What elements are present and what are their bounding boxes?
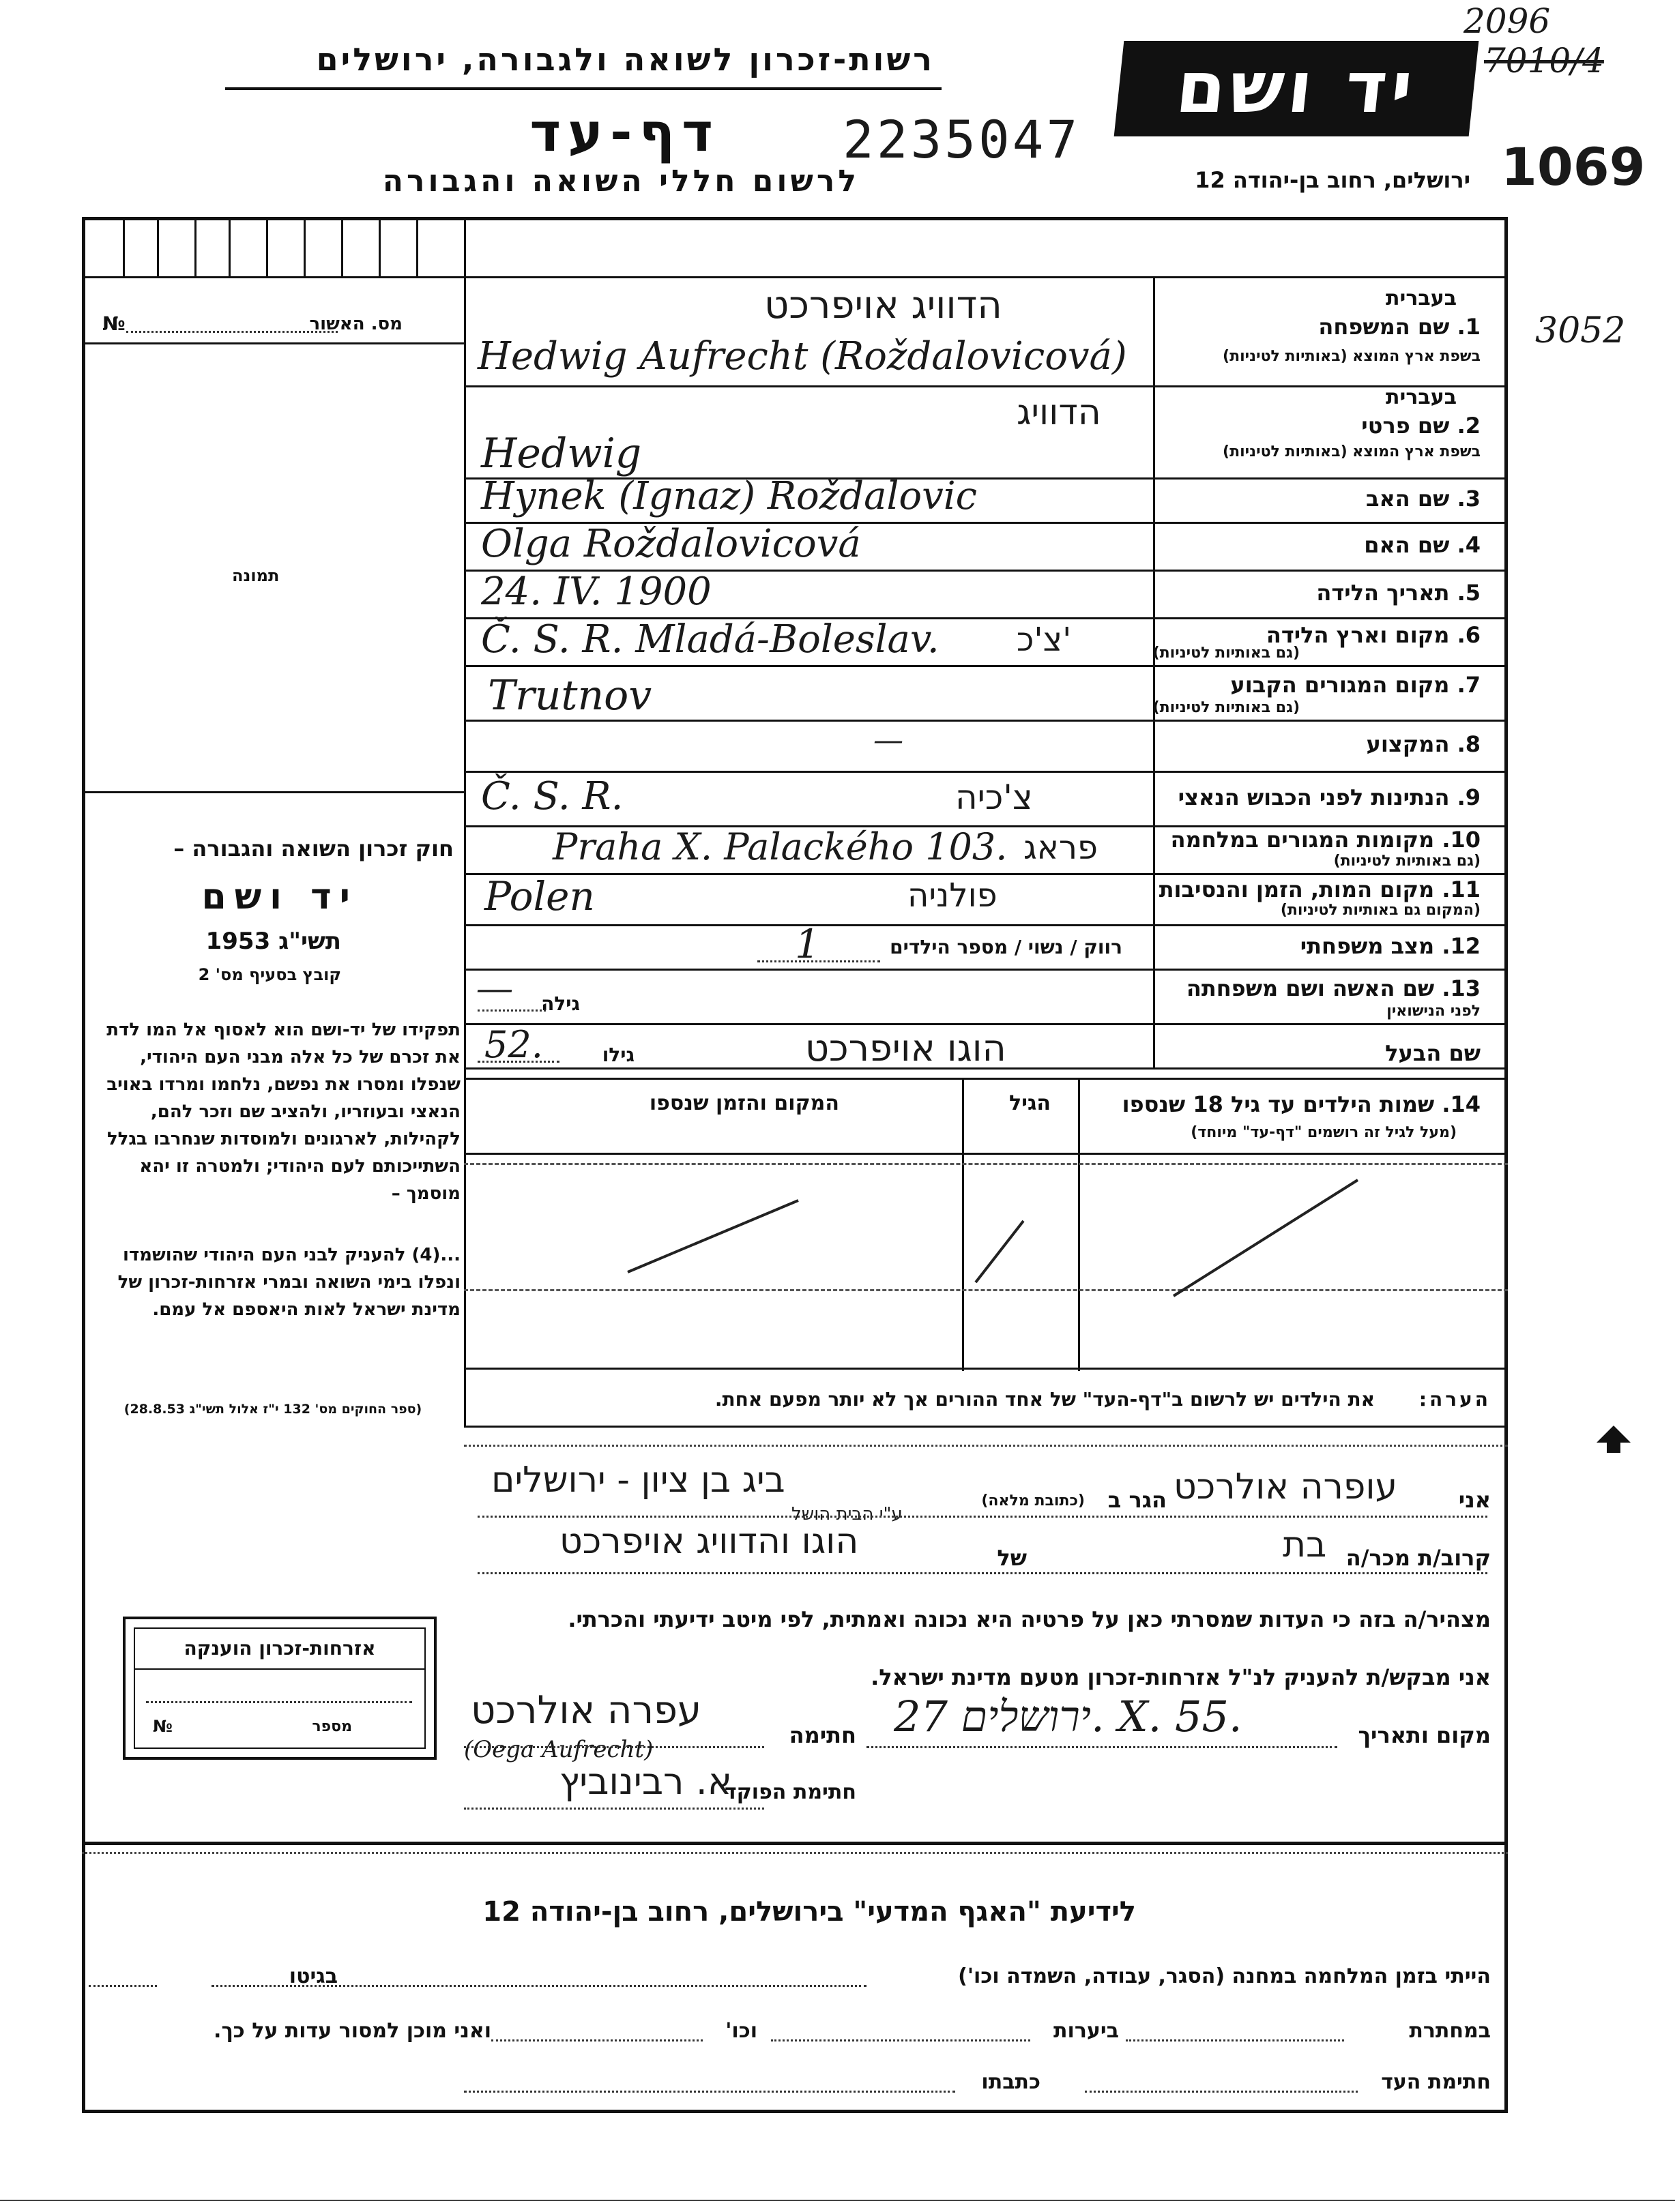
relation-line <box>478 1572 1487 1574</box>
children-col-names: 14. שמות הילדים עד גיל 18 שנספו <box>1122 1091 1481 1117</box>
bottom-line1: הייתי בזמן המלחמה במחנה (הסגר, עבודה, השמדה וכו') <box>958 1964 1491 1988</box>
note-dotted <box>464 1445 1508 1447</box>
f10-sub: (גם באותיות לטיניות) <box>1333 853 1481 870</box>
f12-options: רווק / נשוי / מספר הילדים <box>890 936 1122 958</box>
f12-label: 12. מצב משפחתי <box>1300 933 1481 959</box>
hand-number-crossed: 7010/4 <box>1484 41 1604 80</box>
margin-arrow-icon <box>1593 1422 1634 1456</box>
bottom-line3-dots-2 <box>464 2091 955 2093</box>
bottom-line2-dots-3 <box>491 2039 703 2041</box>
citizenship-box-number-label: מספר <box>312 1718 352 1735</box>
f13-age-line <box>478 1009 546 1012</box>
bottom-divider-1 <box>82 1842 1508 1845</box>
bottom-divider-dotted <box>82 1852 1508 1854</box>
f1-sub: בשפת ארץ המוצא (באותיות לטיניות) <box>1223 348 1481 365</box>
declarant-i-value[interactable]: עופרה אולרכט <box>1174 1466 1398 1507</box>
authority-title: רשות-זכרון לשואה ולגבורה, ירושלים <box>316 41 935 78</box>
place-date-line <box>866 1746 1337 1748</box>
logo-text: יד ושם <box>1172 46 1421 129</box>
form-number: 2235047 <box>843 109 1081 170</box>
f13-age-value[interactable]: ― <box>478 969 512 1008</box>
f11-value[interactable]: Polen <box>484 873 595 919</box>
signature-latin[interactable]: (Oega Aufrecht) <box>464 1736 654 1763</box>
law-text: תפקידו של יד-ושם הוא לאסוף אל המו לדת את זכרם של כל אלה מבני העם היהודי, שנפלו ומסרו את נפשם, נלחמו ומרדו באויב הנאצי ובעוזריו, ולהציב שם וזכר להם, לקהילות, לארגונים ולמוסדות שנחרבו בגלל השתייכותם לעם היהודי; ולמטרה זו יהא מוסמך – <box>106 1020 461 1204</box>
label-column-divider <box>1153 276 1155 1067</box>
f1-value-latin[interactable]: Hedwig Aufrecht (Roždalovicová) <box>478 334 1127 379</box>
approval-line-rule <box>82 342 464 344</box>
authority-underline <box>225 87 942 90</box>
bottom-line3-start: חתימת העד <box>1381 2070 1491 2094</box>
bottom-line3-mid: כתבתו <box>981 2070 1040 2094</box>
law-year: תשי"ג 1953 <box>205 928 341 955</box>
f1-label: 1. שם המשפחה <box>1318 314 1481 340</box>
note-bottom <box>464 1426 1508 1428</box>
official-line <box>464 1808 764 1810</box>
form-title: דף-עד <box>529 102 720 164</box>
husband-age-label: גילו <box>602 1044 635 1066</box>
signature-value[interactable]: עפרה אולרכט <box>471 1688 702 1732</box>
children-header-bottom <box>464 1153 1508 1155</box>
relation-label: קרוב/ת מכר/ה <box>1345 1545 1491 1571</box>
declarant-lives-sub: (כתובת מלאה) <box>981 1492 1085 1509</box>
f2-hebrew-label: בעברית <box>1386 385 1457 409</box>
children-table-top <box>464 1078 1508 1080</box>
photo-box-bottom <box>82 791 464 793</box>
place-date-label: מקום ותאריך <box>1358 1722 1491 1748</box>
f7-sub: (גם באותיות לטיניות) <box>1152 699 1300 716</box>
bottom-line2-mid2: וכו' <box>725 2019 757 2043</box>
f6-value[interactable]: Č. S. R. Mladá-Boleslav. <box>481 617 940 662</box>
f4-label: 4. שם האם <box>1364 532 1481 558</box>
approval-no-mark: № <box>102 312 126 335</box>
digit-boxes <box>85 220 464 277</box>
f11-value-hebrew[interactable]: פולניה <box>907 876 997 915</box>
f2-label: 2. שם פרטי <box>1361 413 1481 439</box>
f10-label: 10. מקומות המגורים במלחמה <box>1170 827 1481 853</box>
bottom-line1-end: בגיטו <box>289 1964 338 1988</box>
scan-edge-line <box>0 2200 1675 2201</box>
children-col-place: המקום והזמן שנספו <box>649 1091 839 1115</box>
hand-number-top: 2096 <box>1463 1 1551 41</box>
bottom-line2-dots-1 <box>1126 2039 1344 2041</box>
declarant-lives-label: הגר ב <box>1107 1487 1167 1513</box>
f8-label: 8. המקצוע <box>1366 731 1481 757</box>
header-address: ירושלים, רחוב בן-יהודה 12 <box>1195 167 1470 193</box>
bottom-line2-end: ואני מוכן למסור עדות על כך. <box>214 2019 491 2043</box>
hand-number-side: 3052 <box>1535 310 1626 351</box>
f2-value-latin[interactable]: Hedwig <box>481 430 642 477</box>
f13-label: 13. שם האשה ושם משפחתה <box>1186 975 1481 1001</box>
bottom-line2-dots-2 <box>771 2039 1030 2041</box>
children-strike-marks <box>464 1160 1508 1364</box>
note-label: הערה: <box>1418 1388 1491 1411</box>
children-col-age: הגיל <box>1009 1091 1051 1115</box>
f9-value-hebrew[interactable]: צ'כיה <box>955 778 1033 817</box>
f7-label: 7. מקום המגורים הקבוע <box>1230 672 1481 698</box>
f12-children[interactable]: 1 <box>795 921 820 967</box>
declarant-i-line <box>478 1516 1487 1518</box>
of-label: של <box>997 1545 1027 1571</box>
children-row-line-3 <box>464 1368 1508 1370</box>
place-date-value[interactable]: ירושלים 27. X. 55. <box>894 1692 1242 1741</box>
f1-value-hebrew[interactable]: הדוויג אויפרכט <box>764 283 1002 327</box>
law-clause: קובץ בסעיף מס' 2 <box>198 965 341 984</box>
f2-value-hebrew[interactable]: הדוויג <box>1017 392 1101 433</box>
signature-line <box>464 1746 764 1748</box>
law-text-2: ...(4) להעניק לבני העם היהודי שהושמדו ונפלו בימי השואה ובמרי אזרחות-זכרון של מדינת ישראל לאות היאספם אל עמם. <box>117 1245 461 1320</box>
approval-label: מס. האשור <box>309 314 403 334</box>
law-ref: (ספר החוקים מס' 132 י"ז אלול תשי"ג 28.8.53) <box>123 1402 422 1417</box>
f9-label: 9. הנתינות לפני הכבוש הנאצי <box>1178 784 1481 810</box>
f2-sub: בשפת ארץ המוצא (באותיות לטיניות) <box>1223 443 1481 460</box>
of-value[interactable]: הוגו והדוויג אויפרכט <box>559 1521 859 1562</box>
f5-value[interactable]: 24. IV. 1900 <box>481 570 712 614</box>
citizenship-box <box>123 1617 437 1760</box>
f8-value[interactable]: — <box>873 723 903 758</box>
declarant-i-label: אני <box>1458 1487 1491 1513</box>
request-text: אני מבקש/ת להעניק לנ"ל אזרחות-זכרון מטעם מדינת ישראל. <box>871 1664 1491 1690</box>
citizenship-box-title: אזרחות-זכרון הוענקה <box>184 1637 376 1660</box>
yad-vashem-logo <box>1114 41 1479 136</box>
f10-value-hebrew[interactable]: פראג <box>1023 829 1098 867</box>
signature-label: חתימה <box>789 1722 856 1748</box>
f3-value[interactable]: Hynek (Ignaz) Roždalovic <box>481 474 977 518</box>
bottom-line3-dots-1 <box>1085 2091 1358 2093</box>
citizenship-box-number-mark: № <box>153 1717 173 1736</box>
declarant-lives-value[interactable]: ביג בן ציון - ירושלים <box>491 1460 785 1501</box>
f6-sub: (גם באותיות לטיניות) <box>1152 645 1300 662</box>
law-name: יד ושם <box>201 876 358 917</box>
husband-age-line <box>478 1061 559 1063</box>
f7-value[interactable]: Trutnov <box>488 672 652 720</box>
f5-label: 5. תאריך הלידה <box>1316 580 1481 606</box>
f13-sub: לפני הנישואין <box>1386 1003 1481 1020</box>
declaration-text: מצהיר/ה בזה כי העדות שמסרתי כאן על פרטיה היא נכונה ואמתית, לפי מיטב ידיעתי והכרתי. <box>568 1606 1491 1632</box>
bottom-line2-mid: ביערות <box>1053 2019 1119 2043</box>
f4-value[interactable]: Olga Roždalovicová <box>481 522 861 566</box>
form-subtitle: לרשום חללי השואה והגבורה <box>382 164 860 198</box>
husband-value[interactable]: הוגו אויפרכט <box>805 1027 1006 1070</box>
f3-label: 3. שם האב <box>1365 486 1481 512</box>
f6-label: 6. מקום וארץ הלידה <box>1266 622 1481 648</box>
hand-number-2: 1069 <box>1501 136 1646 197</box>
husband-age-value[interactable]: 52. <box>484 1023 543 1066</box>
official-label: חתימת הפוקד <box>725 1780 856 1804</box>
photo-label: תמונה <box>232 566 280 585</box>
bottom-title: לידיעת "האגף המדעי" בירושלים, רחוב בן-יהודה 12 <box>482 1896 1136 1928</box>
approval-line <box>126 331 338 333</box>
children-col-names-sub: (מעל לגיל זה רושמים "דף-עד" מיוחד) <box>1191 1124 1457 1141</box>
bottom-line1-end-dots <box>89 1985 157 1987</box>
f6-value-hebrew[interactable]: צ'כ' <box>1017 621 1072 659</box>
left-panel-divider <box>464 217 466 722</box>
relation-value[interactable]: בת <box>1283 1524 1327 1565</box>
f11-sub: (המקום גם באותיות לטיניות) <box>1280 902 1481 919</box>
official-signature[interactable]: א. רבינוביץ <box>559 1760 732 1803</box>
husband-label: שם הבעל <box>1385 1040 1481 1066</box>
declarant-lives-value-2[interactable]: ע"י הבית הושל <box>791 1504 903 1524</box>
f10-value[interactable]: Praha X. Palackého 103. <box>553 825 1008 868</box>
law-title: חוק זכרון השואה והגבורה – <box>173 836 454 861</box>
f11-label: 11. מקום המות, הזמן והנסיבות <box>1159 876 1481 902</box>
f12-children-line <box>757 960 880 962</box>
note-text: את הילדים יש לרשום ב"דף-העד" של אחד ההורים אך לא יותר מפעם אחת. <box>714 1388 1375 1411</box>
bottom-line2-start: במחתרת <box>1409 2019 1491 2043</box>
f13-age-label: גילה <box>541 992 580 1015</box>
f9-value[interactable]: Č. S. R. <box>481 774 624 819</box>
f1-hebrew-label: בעברית <box>1386 286 1457 310</box>
